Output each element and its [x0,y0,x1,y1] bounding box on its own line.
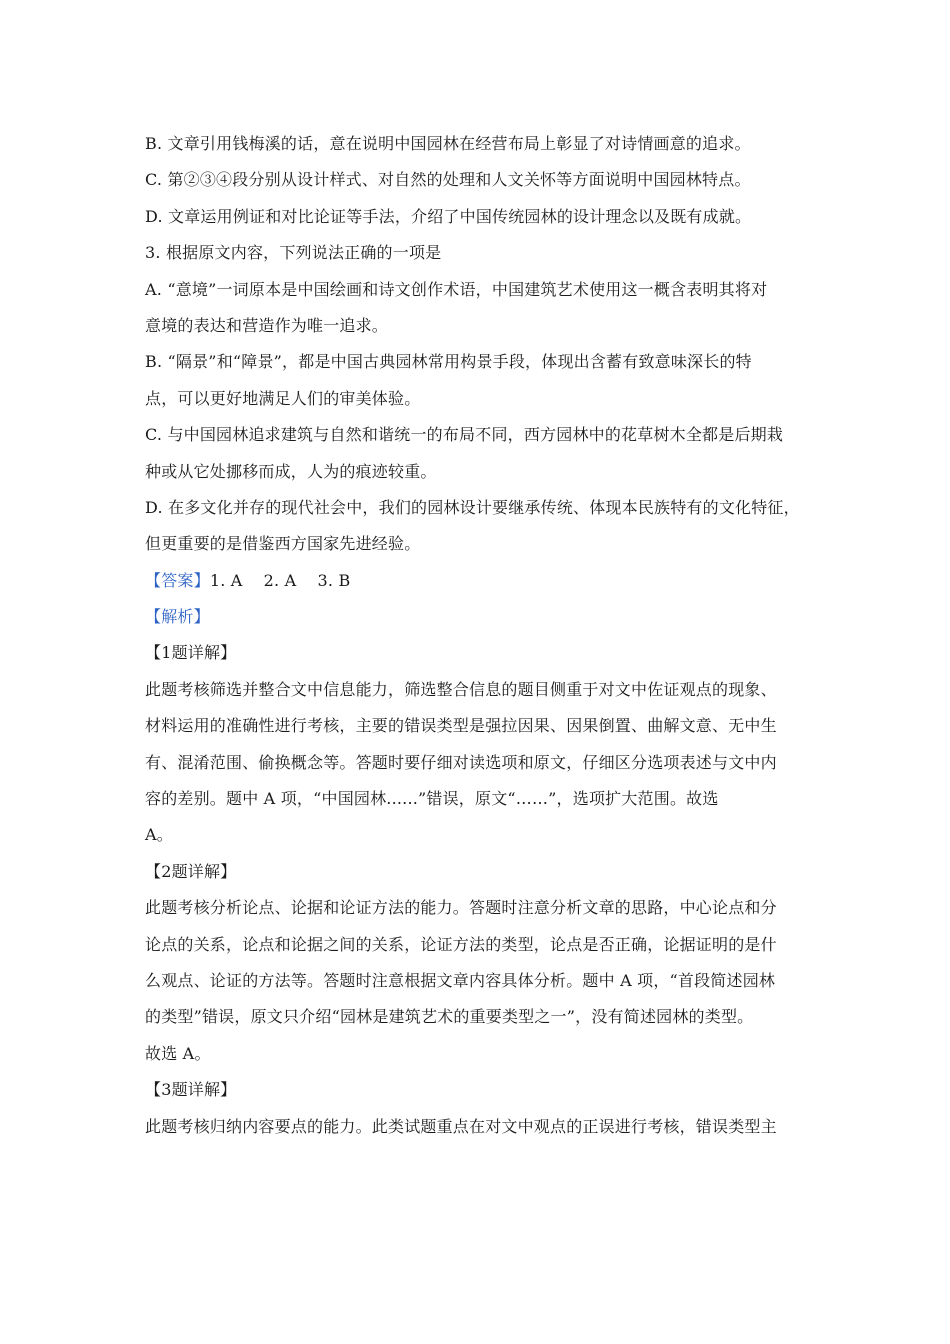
answer-line [145,563,810,599]
option-b-line: B. 文章引用钱梅溪的话，意在说明中国园林在经营布局上彰显了对诗情画意的追求。 [145,134,751,153]
option-c-line: C. 第②③④段分别从设计样式、对自然的处理和人文关怀等方面说明中国园林特点。 [145,170,751,190]
q3-option-d-line-1: D. 在多文化并存的现代社会中，我们的园林设计要继承传统、体现本民族特有的文化特征， [145,497,800,517]
q3-option-b-line-1: B. “隔景”和“障景”，都是中国古典园林常用构景手段，体现出含蓄有致意味深长的特 [145,352,752,372]
section-2-line-4: 的类型”错误，原文只介绍“园林是建筑艺术的重要类型之一”，没有简述园林的类型。 [145,1007,754,1027]
section-1-line-5: A。 [145,825,173,845]
section-2-line-1: 此题考核分析论点、论据和论证方法的能力。答题时注意分析文章的思路，中心论点和分 [145,898,777,918]
section-2-line-2: 论点的关系，论点和论据之间的关系，论证方法的类型，论点是否正确，论据证明的是什 [145,934,777,954]
section-3-line-1: 此题考核归纳内容要点的能力。此类试题重点在对文中观点的正误进行考核，错误类型主 [145,1116,777,1136]
section-2-line-5: 故选 A。 [145,1043,211,1063]
section-1-line-2: 材料运用的准确性进行考核，主要的错误类型是强拉因果、因果倒置、曲解文意、无中生 [145,716,777,736]
section-1-line-4: 容的差别。题中 A 项，“中国园林......”错误，原文“……”，选项扩大范围。故选 [145,789,719,809]
q3-option-c-line-2: 种或从它处挪移而成，人为的痕迹较重。 [145,461,437,481]
document-page [145,126,810,1145]
section-2-heading: 【2题详解】 [145,861,237,881]
q3-option-d-line-2: 但更重要的是借鉴西方国家先进经验。 [145,534,421,554]
section-3-heading: 【3题详解】 [145,1080,237,1100]
q3-option-b-line-2: 点，可以更好地满足人们的审美体验。 [145,388,421,408]
q3-option-a-line-1: A. “意境”一词原本是中国绘画和诗文创作术语，中国建筑艺术使用这一概含表明其将对 [145,279,768,299]
section-1-heading: 【1题详解】 [145,643,237,663]
option-d-line: D. 文章运用例证和对比论证等手法，介绍了中国传统园林的设计理念以及既有成就。 [145,206,752,226]
q3-option-c-line-1: C. 与中国园林追求建筑与自然和谐统一的布局不同，西方园林中的花草树木全都是后期栽 [145,425,784,445]
section-1-line-3: 有、混淆范围、偷换概念等。答题时要仔细对读选项和原文，仔细区分选项表述与文中内 [145,752,777,772]
answer-text: 1. A 2. A 3. B [209,570,351,590]
analysis-label: 【解析】 [145,607,210,627]
section-1-line-1: 此题考核筛选并整合文中信息能力，筛选整合信息的题目侧重于对文中佐证观点的现象、 [145,679,777,699]
answer-label: 【答案】 [145,570,210,590]
q3-option-a-line-2: 意境的表达和营造作为唯一追求。 [145,315,389,335]
question-3-line: 3. 根据原文内容，下列说法正确的一项是 [145,243,442,263]
section-2-line-3: 么观点、论证的方法等。答题时注意根据文章内容具体分析。题中 A 项，“首段简述园林 [145,970,776,990]
